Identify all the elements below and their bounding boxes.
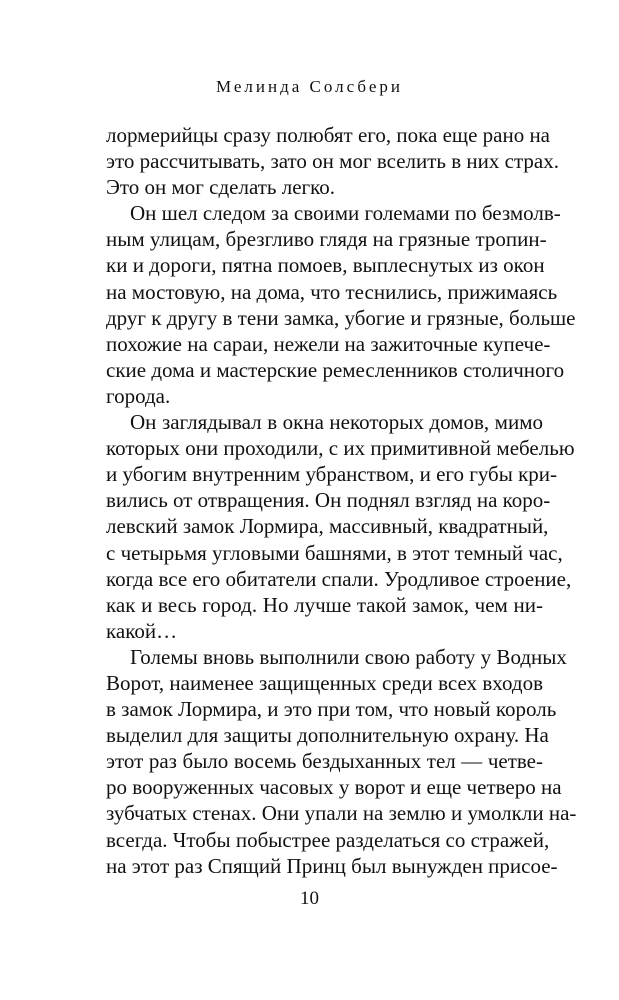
text-line: всегда. Чтобы побыстрее разделаться со стражей, [106,827,550,852]
text-line: Ворот, наименее защищенных среди всех входов [106,670,543,695]
body-text [106,122,577,879]
text-line: лормерийцы сразу полюбят его, пока еще рано на [106,123,551,147]
text-line: когда все его обитатели спали. Уродливое строение, [106,566,572,591]
running-header-author: Мелинда Солсбери [216,77,403,96]
text-line: с четырьмя угловыми башнями, в этот темный час, [106,540,563,565]
text-line: ро вооруженных часовых у ворот и еще четверо на [106,775,562,800]
text-line: выделил для защиты дополнительную охрану. На [106,723,549,748]
text-line: которых они проходили, с их примитивной мебелью [106,436,575,461]
text-line: города. [106,383,171,408]
text-line: ские дома и мастерские ремесленников столичного [106,357,565,382]
text-line: и убогим внутренним убранством, и его губы кри- [106,462,558,487]
text-line: Это он мог сделать легко. [106,175,336,200]
text-line: левский замок Лормира, массивный, квадратный, [106,514,549,539]
text-line: на этот раз Спящий Принц был вынужден присое- [106,853,558,878]
text-line: друг к другу в тени замка, убогие и грязные, больше [106,305,576,330]
text-line: Големы вновь выполнили свою работу у Водных [130,644,567,669]
text-line: на мостовую, на дома, что теснились, прижимаясь [106,279,558,304]
text-line: Он заглядывал в окна некоторых домов, мимо [130,410,543,435]
text-line: Он шел следом за своими големами по безмолв- [130,201,561,226]
text-line: этот раз было восемь бездыханных тел — четве- [106,749,543,774]
text-line: ным улицам, брезгливо глядя на грязные тропин- [106,227,547,252]
text-line: как и весь город. Но лучше такой замок, чем ни- [106,592,543,617]
text-line: зубчатых стенах. Они упали на землю и умолкли на- [106,801,577,826]
text-line: в замок Лормира, и это при том, что новый король [106,697,557,722]
text-line: вились от отвращения. Он поднял взгляд на коро- [106,488,551,513]
text-line: какой… [106,618,178,643]
text-line: это рассчитывать, зато он мог вселить в них страх. [106,149,559,174]
page-number: 10 [300,888,319,909]
text-line: ки и дороги, пятна помоев, выплеснутых из окон [106,253,545,278]
text-line: похожие на сараи, нежели на зажиточные купече- [106,331,551,356]
